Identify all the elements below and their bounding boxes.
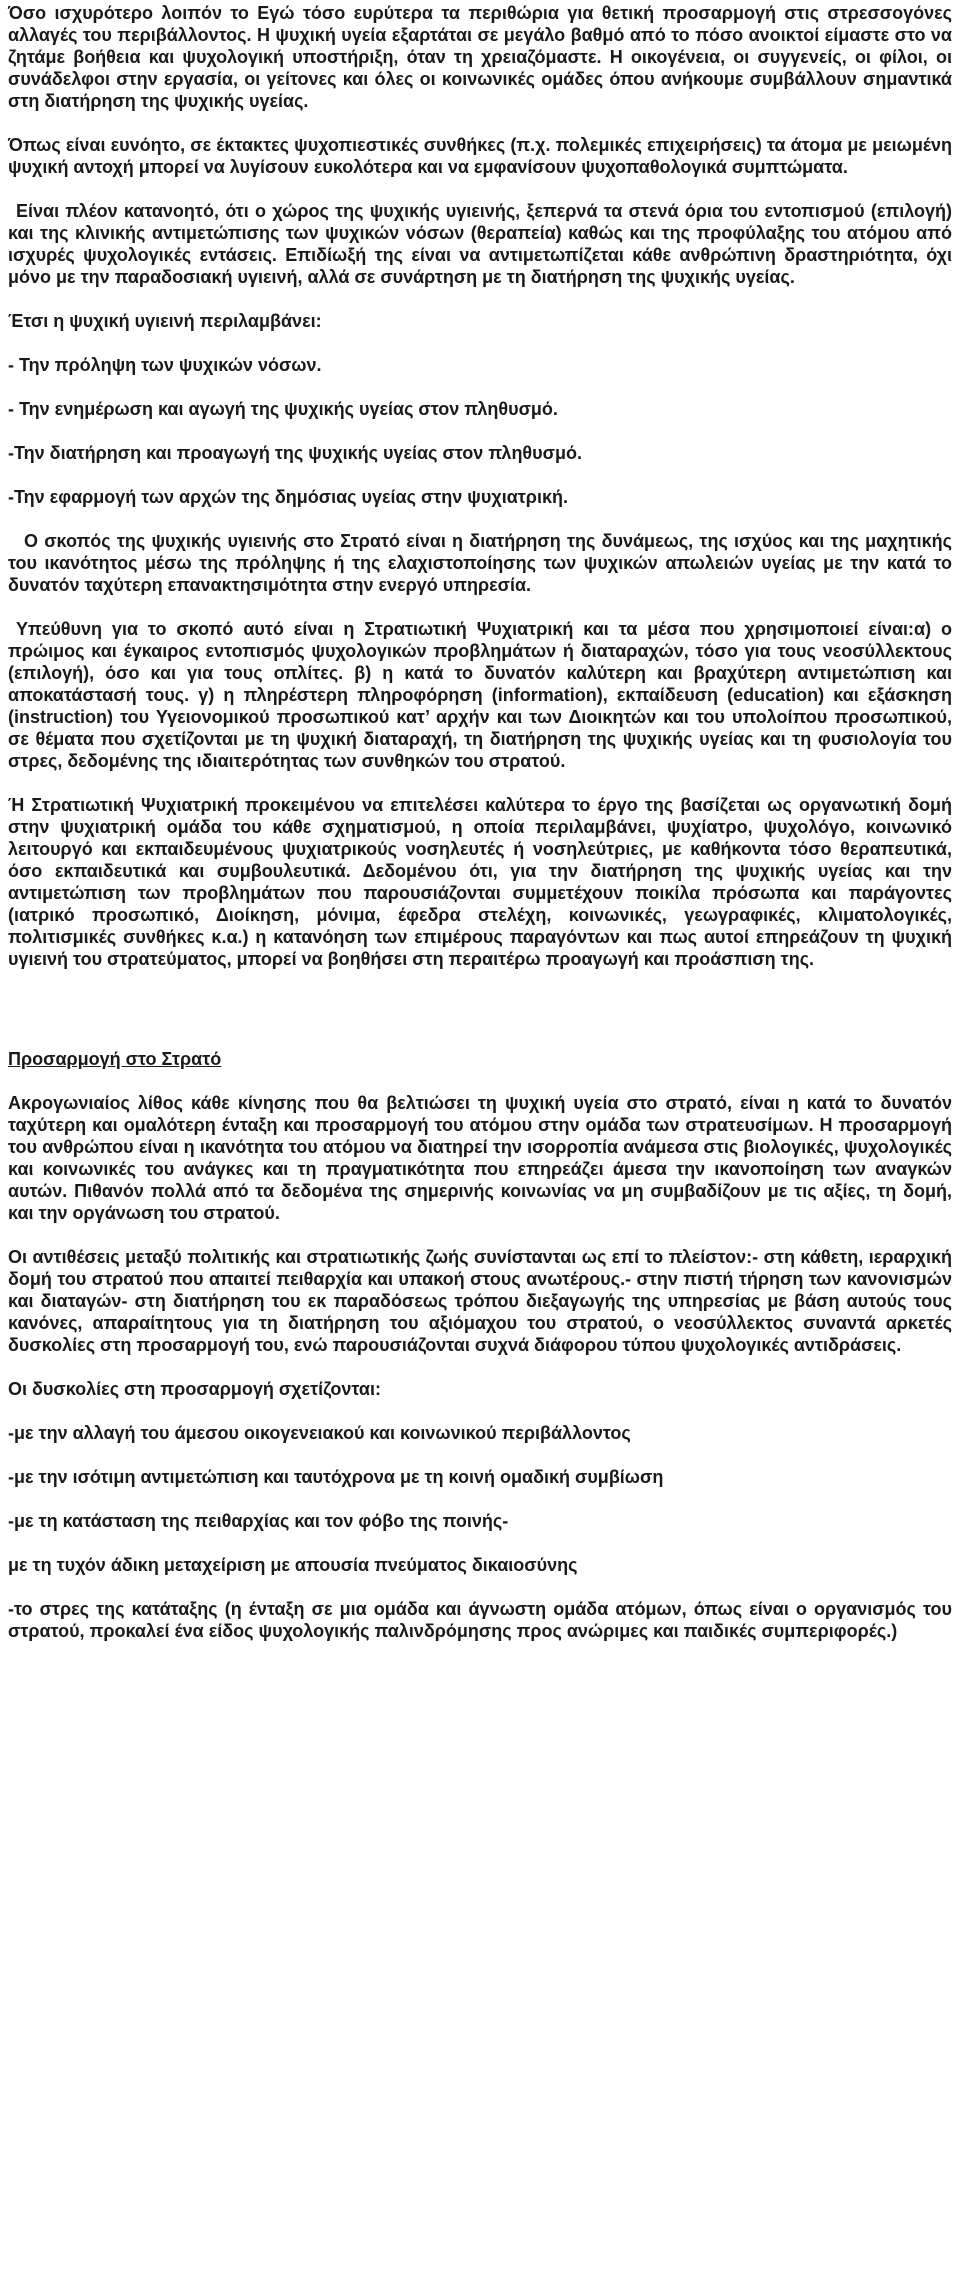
document-body	[8, 2, 952, 1642]
paragraph-cornerstone: Ακρογωνιαίος λίθος κάθε κίνησης που θα βελτιώσει τη ψυχική υγεία στο στρατό, είναι η κατά το δυνατόν ταχύτερη και ομαλότερη ένταξη και προσαρμογή του ατόμου στην ομάδα των στρατευσίμων. Η προσαρμογή του ανθρώπου είναι η ικανότητα του ατόμου να διατηρεί την ισορροπία ανάμεσα στις βιολογικές, ψυχολογικές και κοινωνικές του ανάγκες και τη πραγματικότητα που επηρεάζει άμεσα την ικανοποίηση των αναγκών αυτών. Πιθανόν πολλά από τα δεδομένα της σημερινής κοινωνίας να μη συμβαδίζουν με τις αξίες, τη δομή, και την οργάνωση του στρατού.	[8, 1093, 952, 1223]
paragraph-includes-intro: Έτσι η ψυχική υγιεινή περιλαμβάνει:	[8, 311, 322, 331]
paragraph-mental-hygiene-scope: Είναι πλέον κατανοητό, ότι ο χώρος της ψυχικής υγιεινής, ξεπερνά τα στενά όρια του εντοπισμού (επιλογή) και της κλινικής αντιμετώπισης των ψυχικών νόσων (θεραπεία) καθώς και της προφύλαξης του ατόμου από ισχυρές ψυχολογικές εντάσεις. Επιδίωξή της είναι να αντιμετωπίζεται κάθε ανθρώπινη δραστηριότητα, όχι μόνο με την παραδοσιακή υγιεινή, αλλά σε συνάρτηση με τη διατήρηση της ψυχικής υγείας.	[8, 201, 952, 287]
difficulty-item-enlistment-stress: -το στρες της κατάταξης (η ένταξη σε μια ομάδα και άγνωστη ομάδα ατόμων, όπως είναι ο οργανισμός του στρατού, προκαλεί ένα είδος ψυχολογικής παλινδρόμησης προς ανώριμες και παιδικές συμπεριφορές.)	[8, 1599, 952, 1641]
difficulty-item-environment-change: -με την αλλαγή του άμεσου οικογενειακού και κοινωνικού περιβάλλοντος	[8, 1423, 631, 1443]
paragraph-psychiatric-team: Ή Στρατιωτική Ψυχιατρική προκειμένου να επιτελέσει καλύτερα το έργο της βασίζεται ως οργανωτική δομή στην ψυχιατρική ομάδα του κάθε σχηματισμού, η οποία περιλαμβάνει, ψυχίατρο, ψυχολόγο, κοινωνικό λειτουργό και εκπαιδευμένους ψυχιατρικούς νοσηλευτές ή νοσηλεύτριες, με καθήκοντα τόσο θεραπευτικά, όσο εκπαιδευτικά και συμβουλευτικά. Δεδομένου ότι, για την διατήρηση της ψυχικής υγείας και την αντιμετώπιση των προβλημάτων που παρουσιάζονται συμμετέχουν ποικίλα πρόσωπα και παράγοντες (ιατρικό προσωπικό, Διοίκηση, μόνιμα, έφεδρα στελέχη, κοινωνικές, γεωγραφικές, κλιματολογικές, πολιτισμικές συνθήκες κ.α.) η κατανόηση των επιμέρους παραγόντων και πως αυτοί επηρεάζουν τη ψυχική υγιεινή του στρατεύματος, μπορεί να βοηθήσει στη περαιτέρω προαγωγή και προάσπιση της.	[8, 795, 952, 969]
list-item-public-health: -Την εφαρμογή των αρχών της δημόσιας υγείας στην ψυχιατρική.	[8, 487, 568, 507]
difficulty-item-discipline: -με τη κατάσταση της πειθαρχίας και τον φόβο της ποινής-	[8, 1511, 509, 1531]
difficulty-item-unfair-treatment: με τη τυχόν άδικη μεταχείριση με απουσία πνεύματος δικαιοσύνης	[8, 1555, 578, 1575]
paragraph-emergency-conditions: Όπως είναι ευνόητο, σε έκτακτες ψυχοπιεστικές συνθήκες (π.χ. πολεμικές επιχειρήσεις) τα άτομα με μειωμένη ψυχική αντοχή μπορεί να λυγίσουν ευκολότερα και να εμφανίσουν ψυχοπαθολογικά συμπτώματα.	[8, 135, 952, 177]
paragraph-military-psychiatry: Υπεύθυνη για το σκοπό αυτό είναι η Στρατιωτική Ψυχιατρική και τα μέσα που χρησιμοποιεί είναι:α) ο πρώιμος και έγκαιρος εντοπισμός ψυχολογικών προβλημάτων ή διαταραχών, τόσο για τους νεοσύλλεκτους (επιλογή), όσο και για τους οπλίτες. β) η κατά το δυνατόν καλύτερη και βραχύτερη αντιμετώπιση και αποκατάστασή τους. γ) η πληρέστερη πληροφόρηση (information), εκπαίδευση (education) και εξάσκηση (instruction) του Υγειονομικού προσωπικού κατ’ αρχήν και των Διοικητών και του υπολοίπου προσωπικού, σε θέματα που σχετίζονται με τη ψυχική διαταραχή, τη διατήρηση της ψυχικής υγείας και τη φυσιολογία του στρες, δεδομένης της ιδιαιτερότητας των συνθηκών του στρατού.	[8, 619, 952, 771]
list-item-prevention: - Την πρόληψη των ψυχικών νόσων.	[8, 355, 322, 375]
section-heading-army-adaptation: Προσαρμογή στο Στρατό	[8, 1049, 222, 1069]
paragraph-army-purpose: Ο σκοπός της ψυχικής υγιεινής στο Στρατό είναι η διατήρηση της δυνάμεως, της ισχύος και της μαχητικής του ικανότητος μέσω της πρόληψης ή της ελαχιστοποίησης των ψυχικών απωλειών υγείας με την κατά το δυνατόν ταχύτερη επανακτησιμότητα στην ενεργό υπηρεσία.	[8, 531, 952, 595]
paragraph-difficulties-intro: Οι δυσκολίες στη προσαρμογή σχετίζονται:	[8, 1379, 381, 1399]
difficulty-item-equal-treatment: -με την ισότιμη αντιμετώπιση και ταυτόχρονα με τη κοινή ομαδική συμβίωση	[8, 1467, 664, 1487]
paragraph-contradictions: Οι αντιθέσεις μεταξύ πολιτικής και στρατιωτικής ζωής συνίστανται ως επί το πλείστον:- στη κάθετη, ιεραρχική δομή του στρατού που απαιτεί πειθαρχία και υπακοή στους ανωτέρους.- στην πιστή τήρηση των κανονισμών και διαταγών- στη διατήρηση του εκ παραδόσεως τρόπου διεξαγωγής της υπηρεσίας με βάση αυτούς τους κανόνες, απαραίτητους για τη διατήρηση του αξιόμαχου του στρατού, ο νεοσύλλεκτος συναντά αρκετές δυσκολίες στη προσαρμογή του, ενώ παρουσιάζονται συχνά διάφορου τύπου ψυχολογικές αντιδράσεις.	[8, 1247, 952, 1355]
paragraph-ego-strength: Όσο ισχυρότερο λοιπόν το Εγώ τόσο ευρύτερα τα περιθώρια για θετική προσαρμογή στις στρεσσογόνες αλλαγές του περιβάλλοντος. Η ψυχική υγεία εξαρτάται σε μεγάλο βαθμό από το πόσο ανοικτοί είμαστε στο να ζητάμε βοήθεια και ψυχολογική υποστήριξη, όταν τη χρειαζόμαστε. Η οικογένεια, οι συγγενείς, οι φίλοι, οι συνάδελφοι στην εργασία, οι γείτονες και όλες οι κοινωνικές ομάδες όπου ανήκουμε συμβάλλουν σημαντικά στη διατήρηση της ψυχικής υγείας.	[8, 3, 952, 111]
list-item-education: - Την ενημέρωση και αγωγή της ψυχικής υγείας στον πληθυσμό.	[8, 399, 558, 419]
list-item-maintenance: -Την διατήρηση και προαγωγή της ψυχικής υγείας στον πληθυσμό.	[8, 443, 582, 463]
